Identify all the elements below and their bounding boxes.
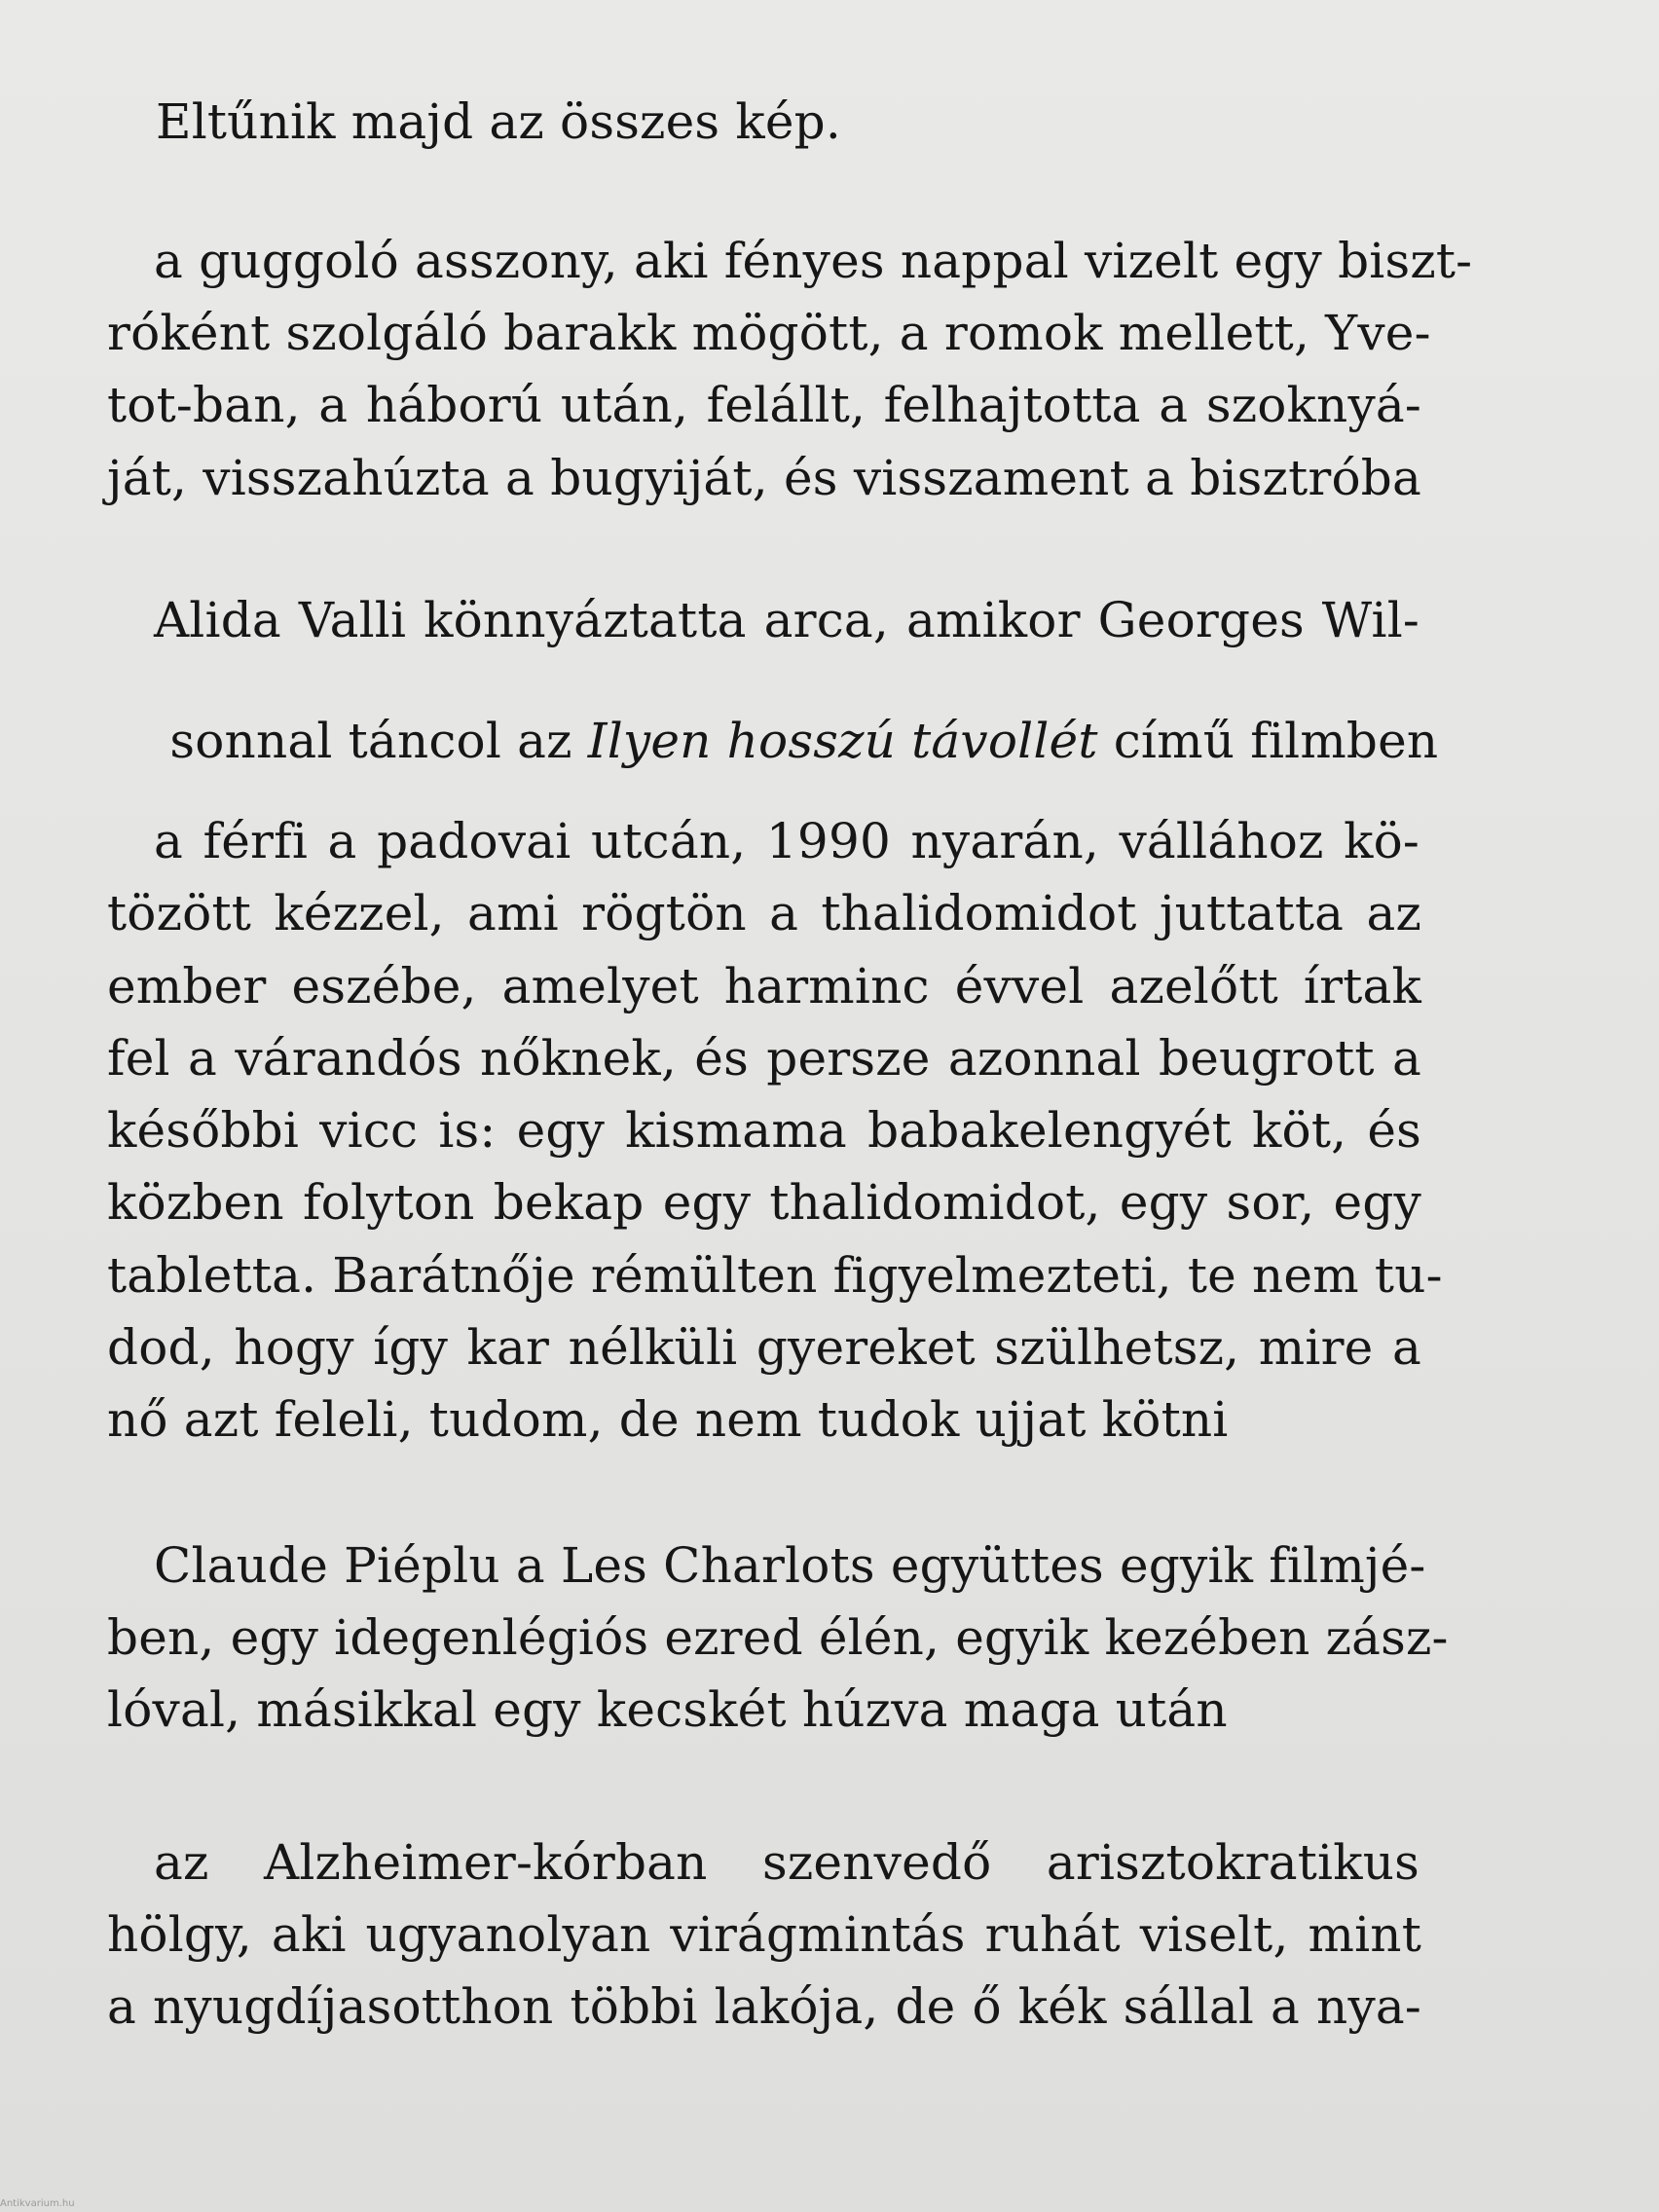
text-line: a nyugdíjasotthon többi lakója, de ő kék sállal a nya-: [107, 1978, 1421, 2035]
text-line: nő azt feleli, tudom, de nem tudok ujjat kötni: [107, 1391, 1229, 1448]
text-run: című filmben: [1097, 713, 1439, 769]
text-line: közben folyton bekap egy thalidomidot, egy sor, egy: [107, 1174, 1421, 1231]
text-line: a guggoló asszony, aki fényes nappal vizelt egy biszt-: [154, 233, 1473, 289]
text-line: ját, visszahúzta a bugyiját, és visszament a bisztróba: [107, 450, 1421, 506]
text-line: ben, egy idegenlégiós ezred élén, egyik kezében zász-: [107, 1609, 1449, 1666]
text-line: ember eszébe, amelyet harminc évvel azelőtt írtak: [107, 958, 1421, 1014]
text-line: a férfi a padovai utcán, 1990 nyarán, vállához kö-: [154, 813, 1419, 869]
text-line: fel a várandós nőknek, és persze azonnal beugrott a: [107, 1030, 1421, 1087]
text-line: [107, 668, 1439, 814]
text-line: tabletta. Barátnője rémülten figyelmezteti, te nem tu-: [107, 1247, 1443, 1304]
text-line: Alida Valli könnyáztatta arca, amikor Georges Wil-: [154, 592, 1419, 648]
watermark: Antikvarium.hu: [0, 2198, 75, 2209]
text-line: dod, hogy így kar nélküli gyereket szülhetsz, mire a: [107, 1319, 1421, 1376]
text-line: lóval, másikkal egy kecskét húzva maga után: [107, 1681, 1228, 1738]
text-line: Eltűnik majd az összes kép.: [156, 93, 841, 150]
text-line: az Alzheimer-kórban szenvedő arisztokratikus: [154, 1834, 1419, 1891]
text-line: hölgy, aki ugyanolyan virágmintás ruhát viselt, mint: [107, 1906, 1421, 1963]
text-line: tot-ban, a háború után, felállt, felhajtotta a szoknyá-: [107, 377, 1421, 433]
film-title: Ilyen hosszú távollét: [587, 713, 1098, 769]
text-line: róként szolgáló barakk mögött, a romok mellett, Yve-: [107, 305, 1431, 361]
text-line: tözött kézzel, ami rögtön a thalidomidot juttatta az: [107, 885, 1421, 941]
text-line: későbbi vicc is: egy kismama babakelengyét köt, és: [107, 1102, 1421, 1159]
text-run: sonnal táncol az: [169, 713, 588, 769]
text-line: Claude Piéplu a Les Charlots együttes egyik filmjé-: [154, 1537, 1426, 1594]
